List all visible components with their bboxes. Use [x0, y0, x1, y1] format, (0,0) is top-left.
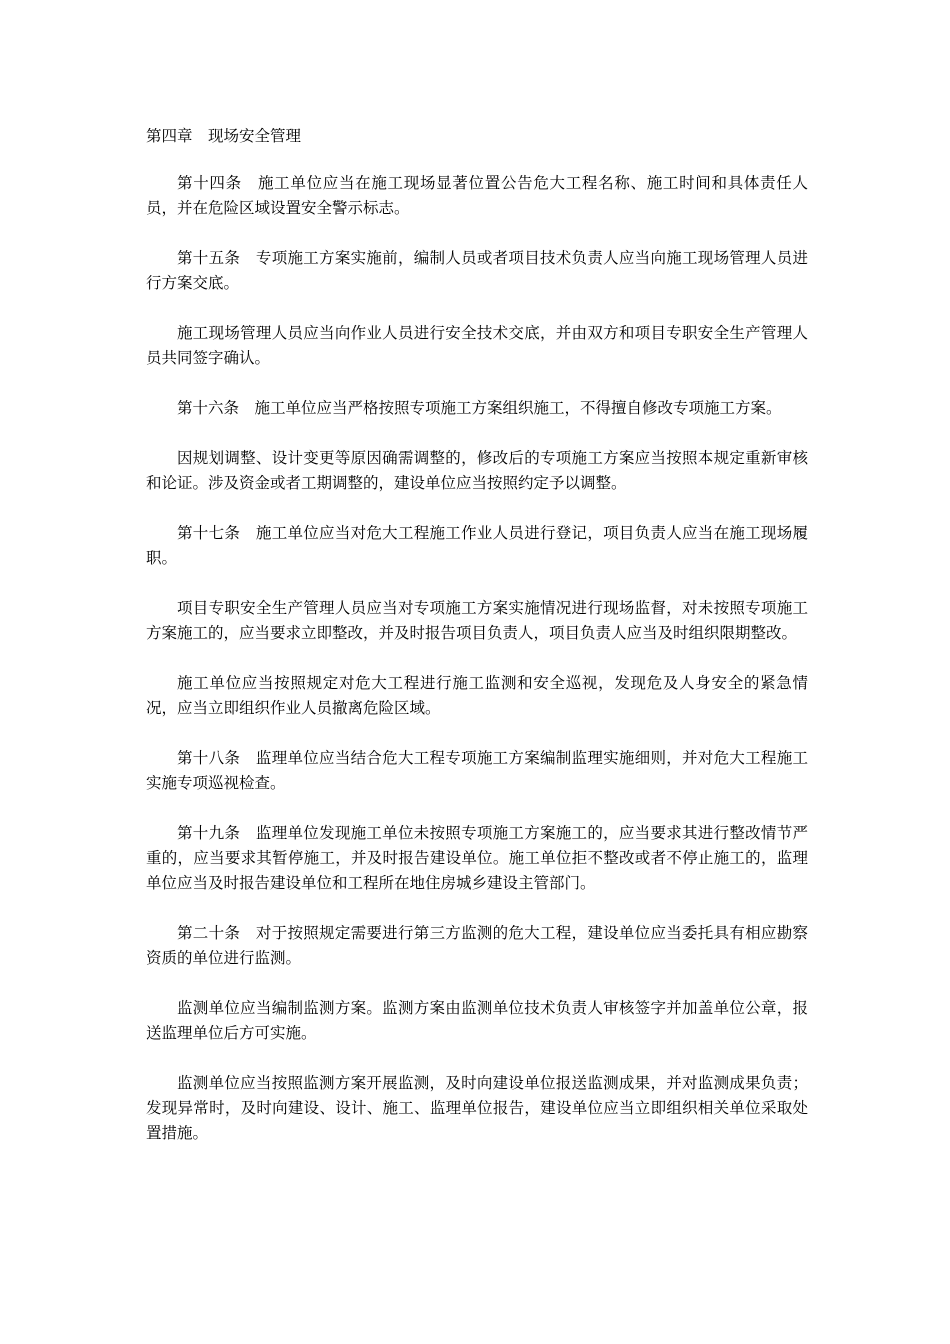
paragraph-article-17-c: 施工单位应当按照规定对危大工程进行施工监测和安全巡视，发现危及人身安全的紧急情况，应当立即组织作业人员撤离危险区域。 — [146, 674, 808, 717]
paragraph-article-16-b: 因规划调整、设计变更等原因确需调整的，修改后的专项施工方案应当按照本规定重新审核和论证。涉及资金或者工期调整的，建设单位应当按照约定予以调整。 — [146, 449, 808, 492]
paragraph-article-18: 第十八条 监理单位应当结合危大工程专项施工方案编制监理实施细则，并对危大工程施工实施专项巡视检查。 — [146, 749, 808, 792]
paragraph-article-17-b: 项目专职安全生产管理人员应当对专项施工方案实施情况进行现场监督，对未按照专项施工方案施工的，应当要求立即整改，并及时报告项目负责人，项目负责人应当及时组织限期整改。 — [146, 599, 808, 642]
paragraph-article-20-c: 监测单位应当按照监测方案开展监测，及时向建设单位报送监测成果，并对监测成果负责；发现异常时，及时向建设、设计、施工、监理单位报告，建设单位应当立即组织相关单位采取处置措施。 — [146, 1074, 808, 1142]
paragraph-article-15: 第十五条 专项施工方案实施前，编制人员或者项目技术负责人应当向施工现场管理人员进行方案交底。 — [146, 249, 808, 292]
paragraph-article-15-b: 施工现场管理人员应当向作业人员进行安全技术交底，并由双方和项目专职安全生产管理人员共同签字确认。 — [146, 324, 808, 367]
paragraph-article-16: 第十六条 施工单位应当严格按照专项施工方案组织施工，不得擅自修改专项施工方案。 — [177, 399, 782, 417]
paragraph-article-20-b: 监测单位应当编制监测方案。监测方案由监测单位技术负责人审核签字并加盖单位公章，报送监理单位后方可实施。 — [146, 999, 808, 1042]
paragraph-article-14: 第十四条 施工单位应当在施工现场显著位置公告危大工程名称、施工时间和具体责任人员，并在危险区域设置安全警示标志。 — [146, 174, 808, 217]
paragraph-article-17: 第十七条 施工单位应当对危大工程施工作业人员进行登记，项目负责人应当在施工现场履职。 — [146, 524, 808, 567]
document-page — [146, 124, 808, 1171]
paragraph-article-19: 第十九条 监理单位发现施工单位未按照专项施工方案施工的，应当要求其进行整改情节严重的，应当要求其暂停施工，并及时报告建设单位。施工单位拒不整改或者不停止施工的，监理单位应当及时报告建设单位和工程所在地住房城乡建设主管部门。 — [146, 824, 808, 892]
chapter-title: 第四章 现场安全管理 — [146, 127, 302, 145]
paragraph-article-20: 第二十条 对于按照规定需要进行第三方监测的危大工程，建设单位应当委托具有相应勘察资质的单位进行监测。 — [146, 924, 808, 967]
